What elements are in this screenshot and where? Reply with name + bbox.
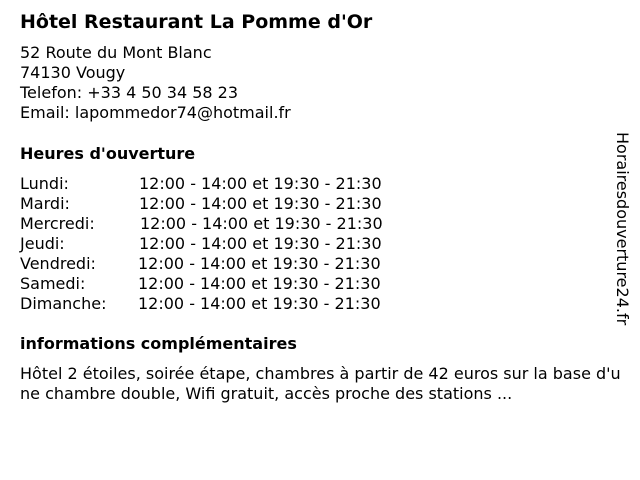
day-label: Jeudi:: [20, 234, 65, 253]
day-label: Vendredi:: [20, 254, 96, 273]
day-label: Mercredi:: [20, 214, 95, 233]
time-range: 12:00 - 14:00 et 19:30 - 21:30: [140, 214, 383, 233]
day-label: Dimanche:: [20, 294, 107, 313]
street-address: 52 Route du Mont Blanc: [20, 43, 212, 62]
city-postcode: 74130 Vougy: [20, 63, 126, 82]
time-range: 12:00 - 14:00 et 19:30 - 21:30: [139, 194, 382, 213]
time-range: 12:00 - 14:00 et 19:30 - 21:30: [138, 294, 381, 313]
info-heading: informations complémentaires: [20, 334, 297, 353]
phone-number: Telefon: +33 4 50 34 58 23: [20, 83, 239, 102]
hotel-name: Hôtel Restaurant La Pomme d'Or: [20, 11, 373, 33]
time-range: 12:00 - 14:00 et 19:30 - 21:30: [139, 174, 382, 193]
day-label: Samedi:: [20, 274, 86, 293]
info-description: Hôtel 2 étoiles, soirée étape, chambres à partir de 42 euros sur la base d'une chambre double, Wifi gratuit, accès proche des stations ...: [20, 364, 621, 403]
hours-heading: Heures d'ouverture: [20, 144, 196, 163]
contact-block: [20, 43, 291, 123]
time-range: 12:00 - 14:00 et 19:30 - 21:30: [138, 274, 381, 293]
day-label: Mardi:: [20, 194, 70, 213]
site-watermark: Horairesdouverture24.fr: [613, 132, 632, 326]
day-label: Lundi:: [20, 174, 69, 193]
time-range: 12:00 - 14:00 et 19:30 - 21:30: [138, 254, 381, 273]
email-address: Email: lapommedor74@hotmail.fr: [20, 103, 291, 122]
time-range: 12:00 - 14:00 et 19:30 - 21:30: [139, 234, 382, 253]
